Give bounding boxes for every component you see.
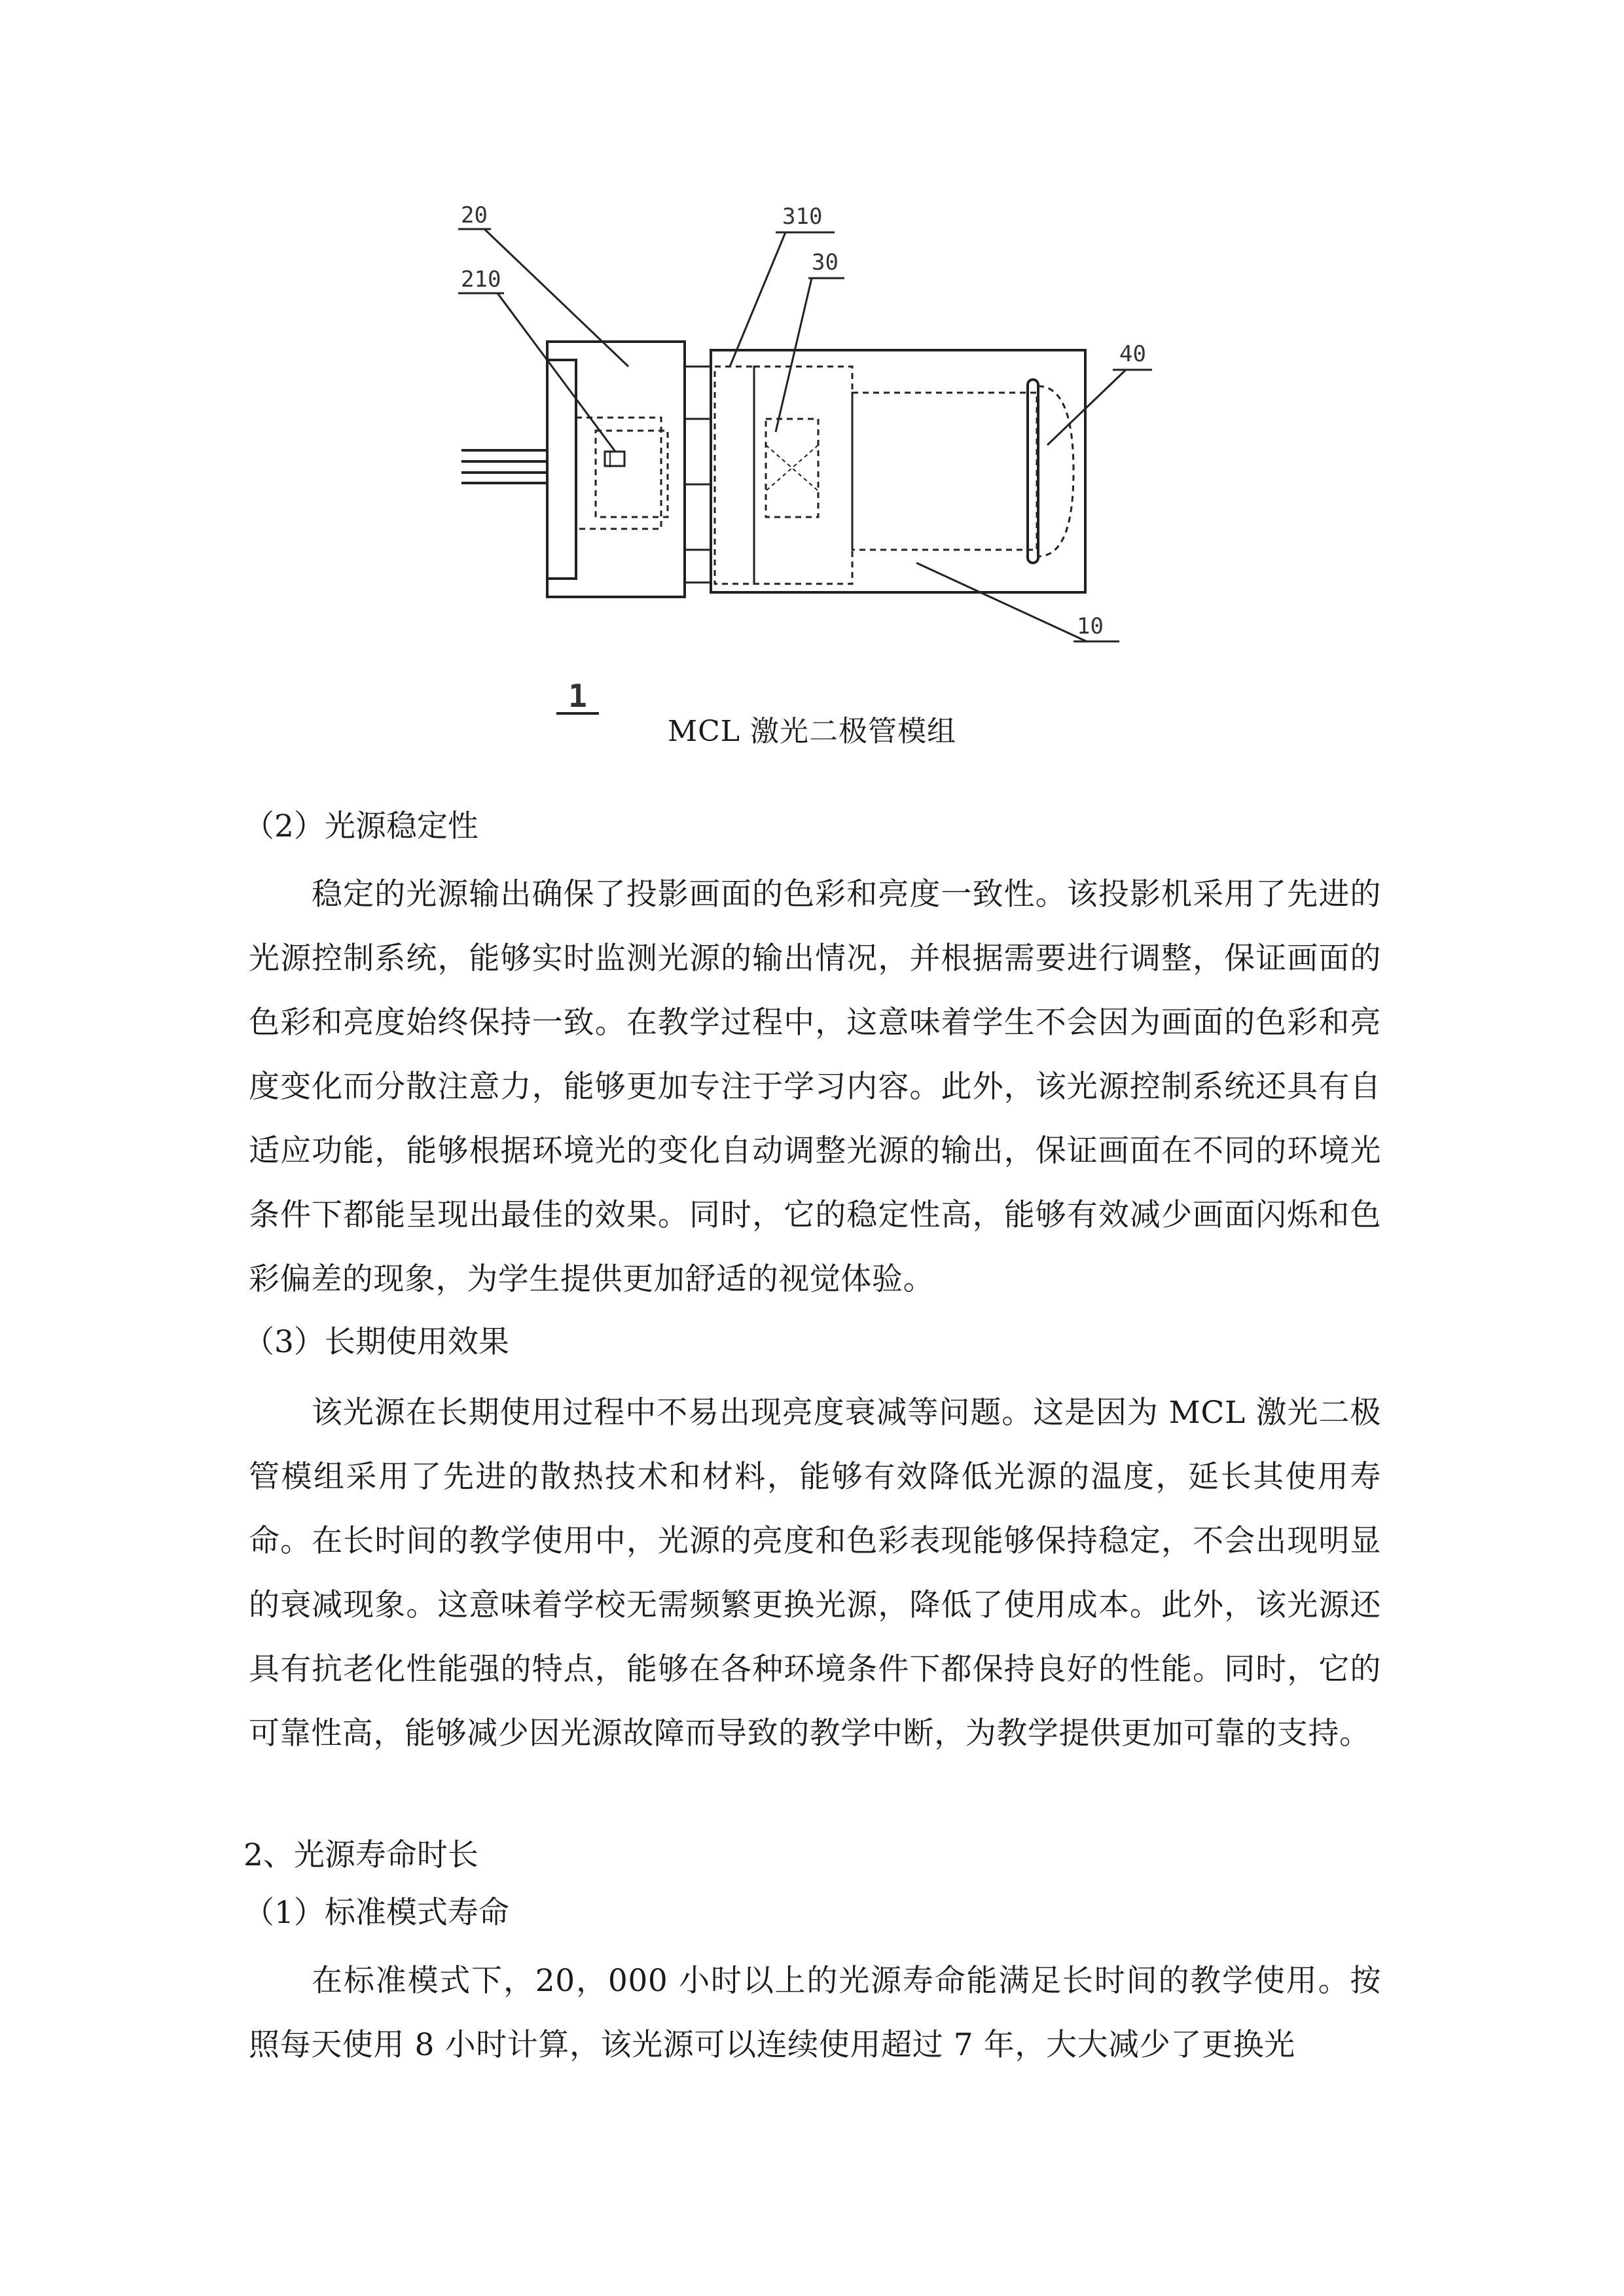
leader-10 bbox=[916, 563, 1087, 641]
chip-housing-210 bbox=[576, 418, 661, 529]
label-20: 20 bbox=[461, 202, 488, 228]
paragraph-stability: 稳定的光源输出确保了投影画面的色彩和亮度一致性。该投影机采用了先进的光源控制系统，能够实时监测光源的输出情况，并根据需要进行调整，保证画面的色彩和亮度始终保持一致。在教学过程中，这意味着学生不会因为画面的色彩和亮度变化而分散注意力，能够更加专注于学习内容。此外，该光源控制系统还具有自适应功能，能够根据环境光的变化自动调整光源的输出，保证画面在不同的环境光条件下都能呈现出最佳的效果。同时，它的稳定性高，能够有效减少画面闪烁和色彩偏差的现象，为学生提供更加舒适的视觉体验。 bbox=[249, 876, 1381, 1297]
leader-30 bbox=[776, 278, 812, 432]
label-30: 30 bbox=[812, 249, 839, 276]
heading-stability: （2）光源稳定性 bbox=[244, 808, 478, 844]
leader-210 bbox=[497, 293, 615, 452]
optic-barrel bbox=[852, 393, 1037, 550]
housing-20 bbox=[547, 342, 685, 597]
lens-tube-inner bbox=[754, 367, 852, 584]
paragraph-longterm: 该光源在长期使用过程中不易出现亮度衰减等问题。这是因为 MCL 激光二极管模组采用了先进的散热技术和材料，能够有效降低光源的温度，延长其使用寿命。在长时间的教学使用中，光源的亮度和色彩表现能够保持稳定，不会出现明显的衰减现象。这意味着学校无需频繁更换光源，降低了使用成本。此外，该光源还具有抗老化性能强的特点，能够在各种环境条件下都保持良好的性能。同时，它的可靠性高，能够减少因光源故障而导致的教学中断，为教学提供更加可靠的支持。 bbox=[249, 1395, 1381, 1751]
body-longterm bbox=[249, 1381, 1381, 1766]
main-body-10 bbox=[711, 350, 1085, 592]
paragraph-standard-mode: 在标准模式下，20，000 小时以上的光源寿命能满足长时间的教学使用。按照每天使用 8 小时计算，该光源可以连续使用超过 7 年，大大减少了更换光 bbox=[249, 1963, 1381, 2063]
laser-module-diagram bbox=[419, 170, 1204, 733]
figure-number: 1 bbox=[568, 678, 587, 715]
leader-20 bbox=[484, 229, 628, 367]
leader-310 bbox=[730, 232, 785, 367]
laser-chip-symbol bbox=[605, 452, 624, 466]
heading-longterm: （3）长期使用效果 bbox=[244, 1324, 509, 1360]
figure-caption: MCL 激光二极管模组 bbox=[668, 715, 956, 748]
label-40: 40 bbox=[1119, 341, 1146, 367]
lens-30 bbox=[766, 419, 818, 517]
label-10: 10 bbox=[1077, 613, 1104, 639]
label-210: 210 bbox=[461, 266, 501, 293]
chip-housing-inner bbox=[596, 431, 668, 517]
heading-lifespan: 2、光源寿命时长 bbox=[244, 1837, 478, 1873]
heading-standard-mode: （1）标准模式寿命 bbox=[244, 1895, 509, 1931]
end-lens-40-curve bbox=[1038, 386, 1074, 556]
body-stability bbox=[249, 863, 1381, 1312]
body-standard-mode bbox=[249, 1949, 1381, 2077]
label-310: 310 bbox=[782, 204, 823, 230]
lens-holder-310 bbox=[715, 367, 754, 584]
